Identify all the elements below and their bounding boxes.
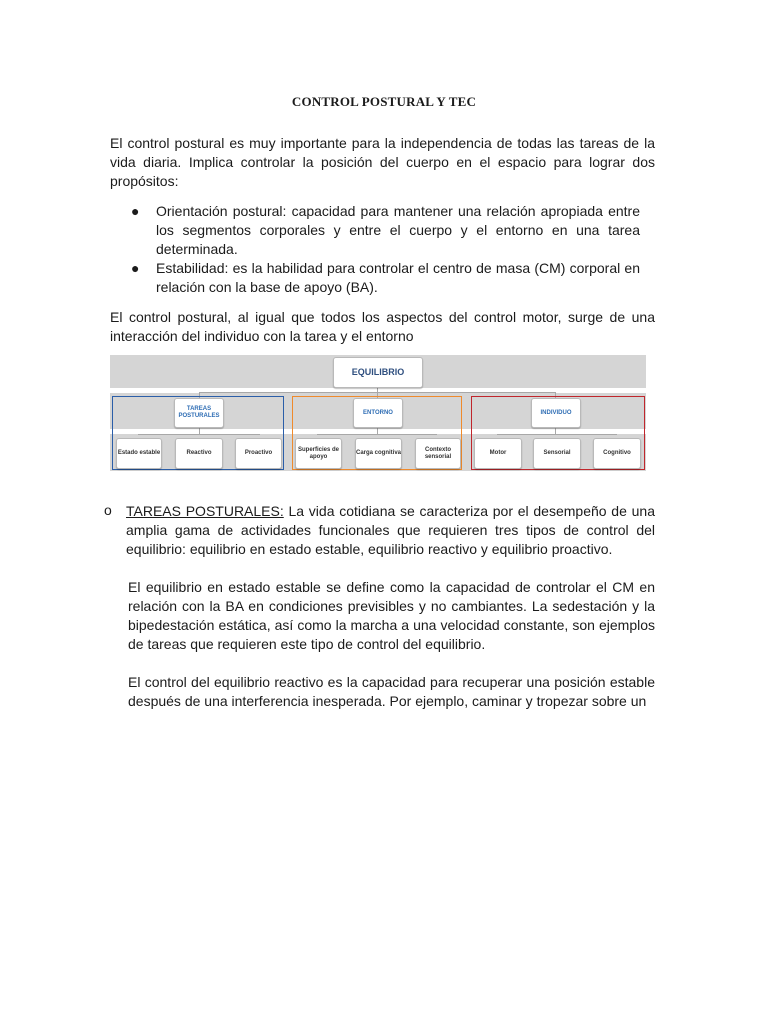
leaf-node: Motor [474, 438, 522, 469]
leaf-node: Carga cognitiva [355, 438, 402, 469]
leaf-node: Cognitivo [593, 438, 641, 469]
group-node: ENTORNO [353, 398, 403, 428]
leaf-node: Superficies de apoyo [295, 438, 342, 469]
balance-diagram [110, 355, 646, 471]
leaf-node: Reactivo [175, 438, 223, 469]
bullet-icon: ● [131, 260, 140, 276]
bullet-icon: ● [131, 203, 140, 219]
bullet-text: Estabilidad: es la habilidad para controlar el centro de masa (CM) corporal en relación con la base de apoyo (BA). [156, 260, 640, 295]
bullet-text: Orientación postural: capacidad para mantener una relación apropiada entre los segmentos corporales y entre el cuerpo y el entorno en una tarea determinada. [156, 203, 640, 257]
diagram-root-node: EQUILIBRIO [333, 357, 423, 388]
purpose-list [130, 202, 640, 297]
list-item [130, 202, 640, 259]
intro-paragraph: El control postural es muy importante para la independencia de todas las tareas de la vida diaria. Implica controlar la posición del cuerpo en el espacio para lograr dos propósitos: [110, 135, 655, 189]
leaf-node: Estado estable [116, 438, 162, 469]
group-node: INDIVIDUO [531, 398, 581, 428]
document-title: CONTROL POSTURAL Y TEC [291, 94, 477, 109]
group-node: TAREAS POSTURALES [174, 398, 224, 428]
steady-state-paragraph: El equilibrio en estado estable se define como la capacidad de controlar el CM en relación con la BA en condiciones previsibles y no cambiantes. La sedestación y la bipedestación estática, así como la marcha a una velocidad constante, son ejemplos de tareas que requieren este tipo de control del equilibrio. [128, 579, 655, 652]
leaf-node: Contexto sensorial [415, 438, 461, 469]
section-lead [126, 502, 655, 559]
reactive-paragraph: El control del equilibrio reactivo es la capacidad para recuperar una posición estable después de una interferencia inesperada. Por ejemplo, caminar y tropezar sobre un [128, 674, 655, 709]
list-item [130, 259, 640, 297]
interaction-paragraph: El control postural, al igual que todos los aspectos del control motor, surge de una interacción del individuo con la tarea y el entorno [110, 309, 655, 344]
section-lead-text: La vida cotidiana se caracteriza por el desempeño de una amplia gama de actividades funcionales que requieren tres tipos de control del equilibrio: equilibrio en estado estable, equilibrio reactivo y equilibrio proactivo. [126, 503, 655, 557]
circle-bullet-icon: o [104, 502, 112, 518]
postural-tasks-section [104, 502, 655, 711]
section-heading: TAREAS POSTURALES: [126, 503, 284, 519]
leaf-node: Proactivo [235, 438, 282, 469]
leaf-node: Sensorial [533, 438, 581, 469]
